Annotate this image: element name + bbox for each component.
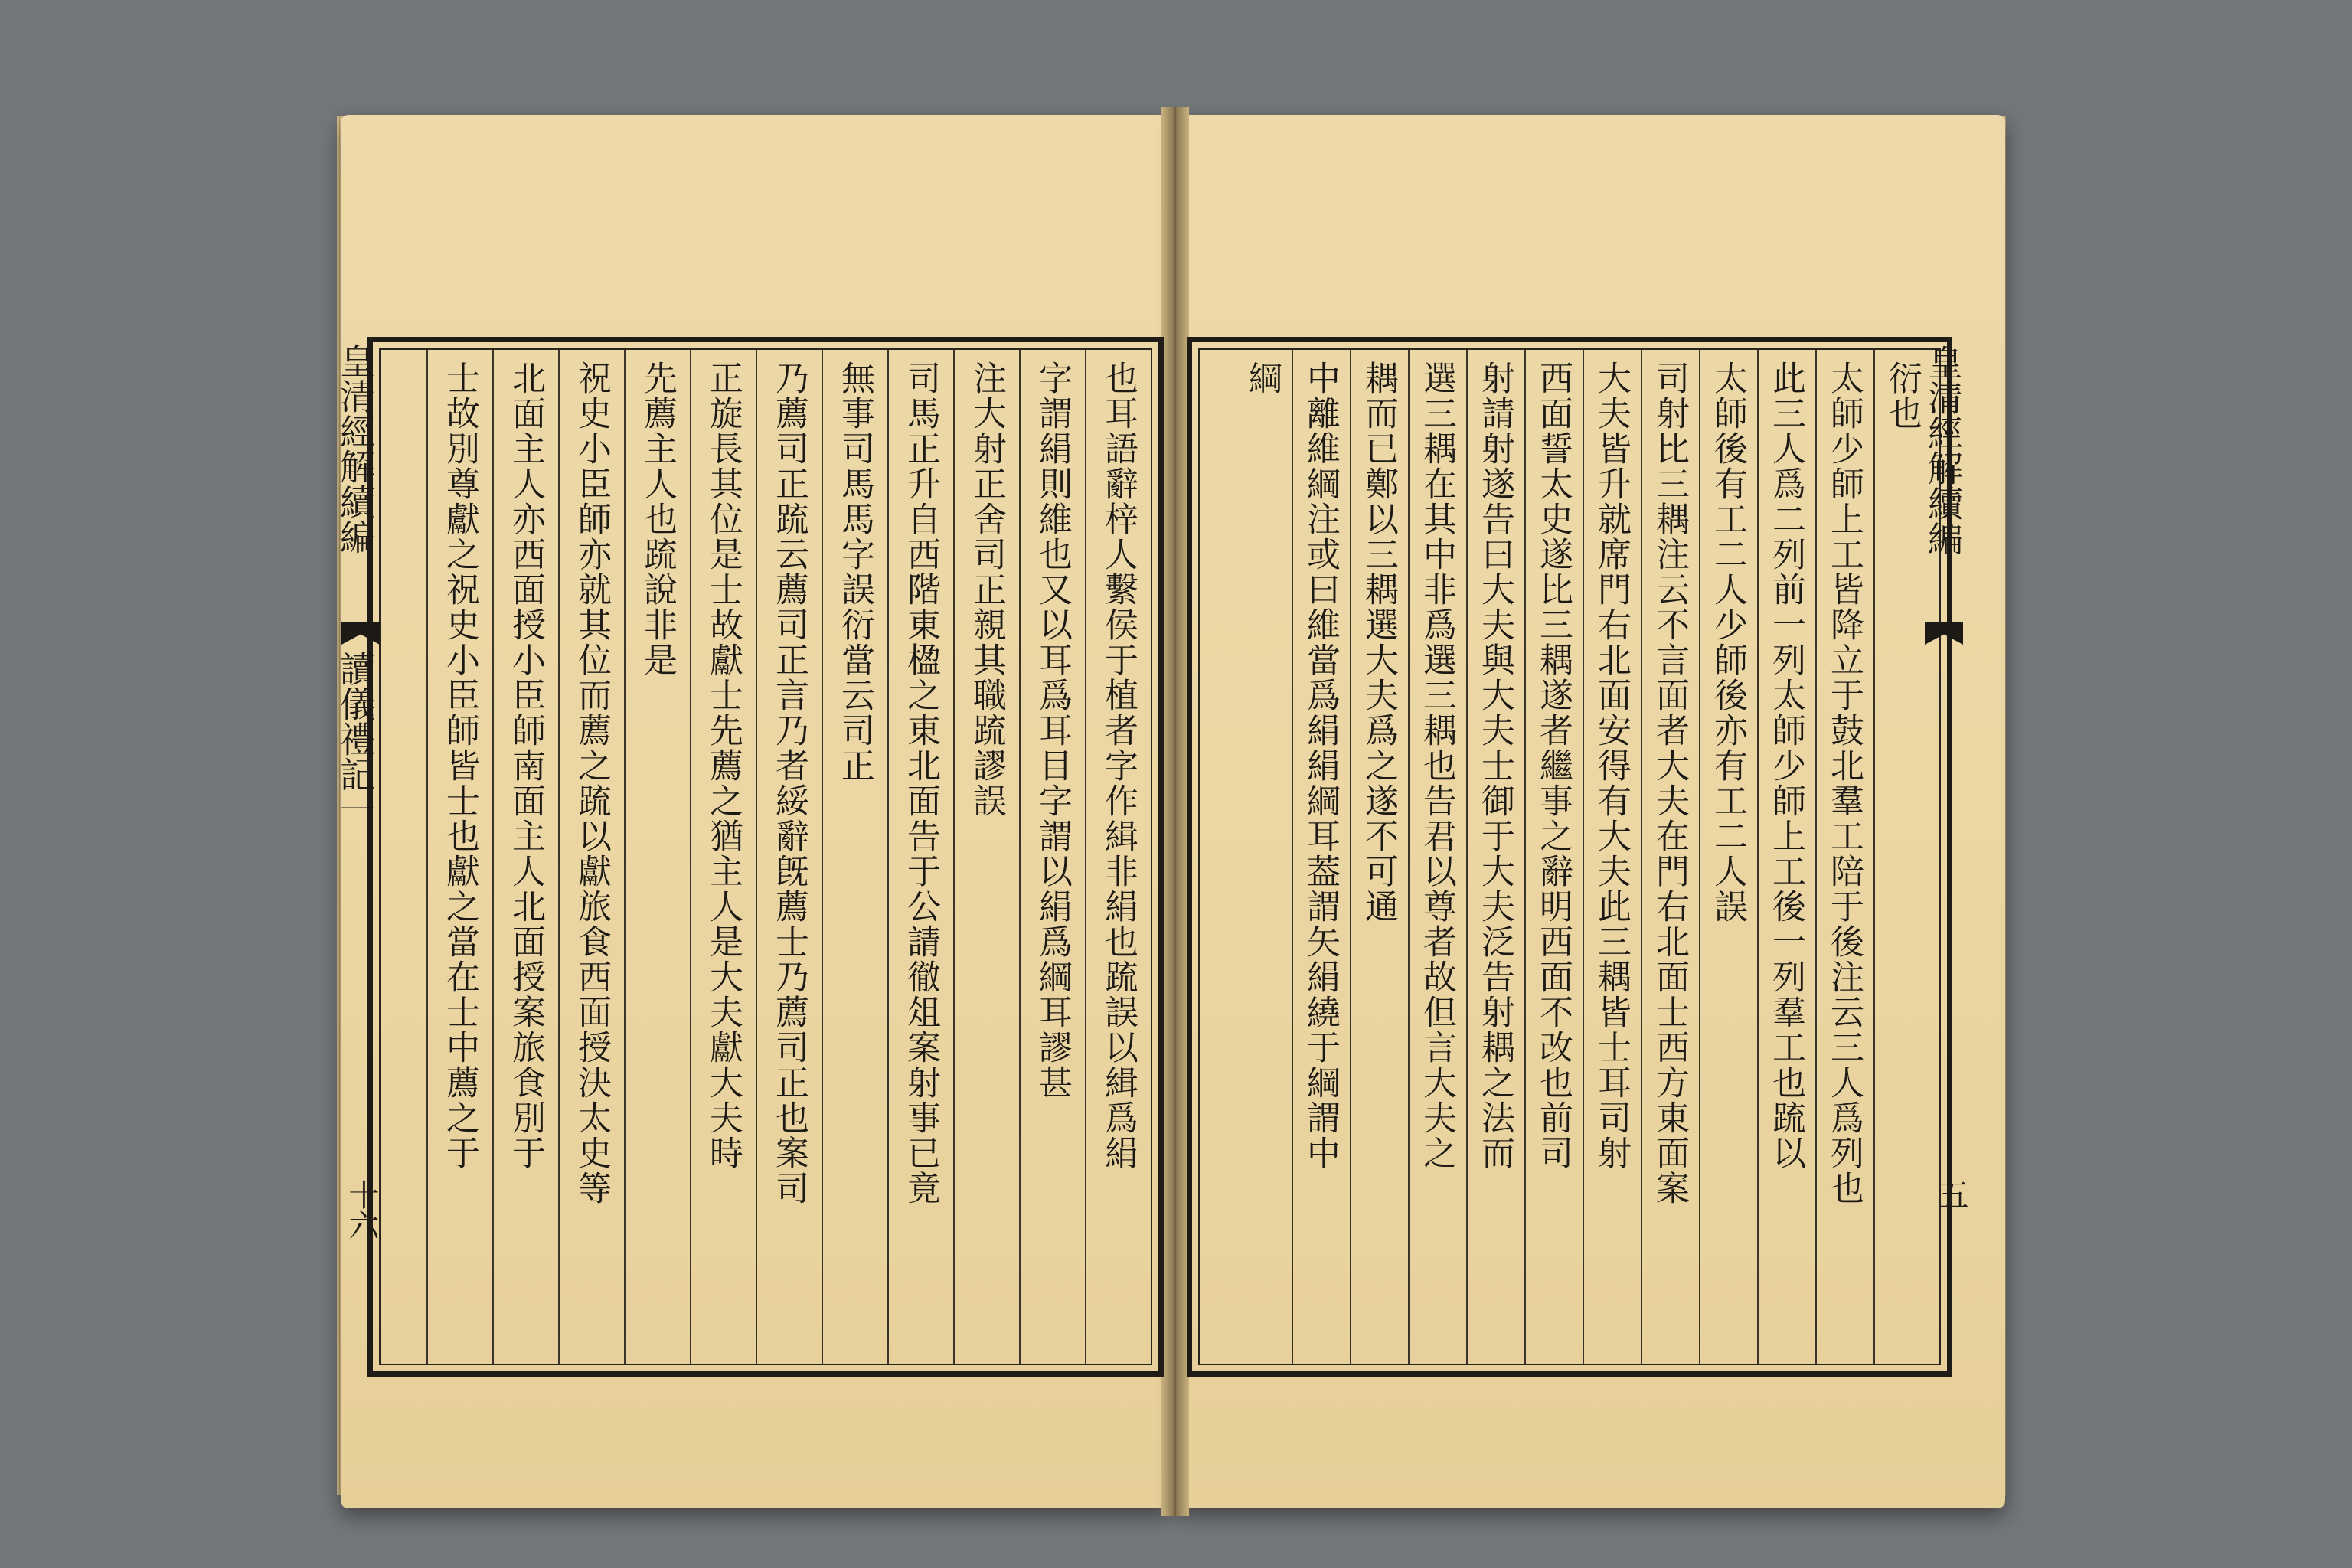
right-column-3: 此三人爲二列前一列太師少師上工後一列羣工也䟽以 (1766, 361, 1805, 1171)
column-rule (1873, 350, 1875, 1364)
right-text-frame (1187, 337, 1952, 1377)
right-column-8: 射請射遂告曰大夫與大夫士御于大夫泛告射耦之法而 (1475, 361, 1514, 1171)
column-rule (690, 350, 691, 1364)
right-column-11: 中離維綱注或曰維當爲絹絹綱耳葢謂矢絹繞于綱謂中 (1301, 361, 1340, 1171)
column-rule (1019, 350, 1021, 1364)
left-column-9: 祝史小臣師亦就其位而薦之䟽以獻旅食西面授決太史等 (572, 361, 611, 1206)
left-column-6: 乃薦司正䟽云薦司正言乃者綏辭旣薦士乃薦司正也案司 (769, 361, 808, 1206)
section-title: 讀儀禮記一 (335, 651, 376, 827)
column-rule (1815, 350, 1817, 1364)
left-inner-border (379, 348, 1152, 1365)
right-margin-title: 皇清經解續編 (1922, 345, 1964, 556)
column-rule (558, 350, 560, 1364)
right-column-7: 西面誓太史遂比三耦遂者繼事之辭明西面不改也前司 (1534, 361, 1573, 1171)
column-rule (1466, 350, 1468, 1364)
right-folio: 五 (1933, 1179, 1968, 1210)
left-column-10: 北面主人亦西面授小臣師南面主人北面授案旅食別于 (506, 361, 545, 1171)
column-rule (1524, 350, 1526, 1364)
column-rule (953, 350, 955, 1364)
column-rule (624, 350, 626, 1364)
left-column-3: 注大射正舍司正親其職䟽謬誤 (967, 361, 1006, 818)
column-rule (426, 350, 428, 1364)
right-column-12: 綱 (1243, 361, 1282, 396)
right-inner-border (1198, 348, 1941, 1365)
right-column-6: 大夫皆升就席門右北面安得有大夫此三耦皆士耳司射 (1592, 361, 1631, 1171)
left-column-7: 正旋長其位是士故獻士先薦之猶主人是大夫獻大夫時 (704, 361, 743, 1171)
left-text-frame (368, 337, 1164, 1377)
left-margin-title: 皇清經解續編 (335, 343, 376, 554)
left-column-11: 士故別尊獻之祝史小臣師皆士也獻之當在士中薦之于 (440, 361, 479, 1171)
left-folio: 十六 (344, 1179, 379, 1240)
right-column-5: 司射比三耦注云不言面者大夫在門右北面士西方東面案 (1650, 361, 1689, 1206)
column-rule (822, 350, 823, 1364)
column-rule (1757, 350, 1759, 1364)
right-column-10: 耦而已鄭以三耦選大夫爲之遂不可通 (1359, 361, 1398, 924)
column-rule (756, 350, 757, 1364)
book-gutter (1161, 107, 1189, 1516)
column-rule (1292, 350, 1293, 1364)
left-column-4: 司馬正升自西階東楹之東北面告于公請徹俎案射事已竟 (901, 361, 940, 1206)
column-rule (1583, 350, 1584, 1364)
right-column-9: 選三耦在其中非爲選三耦也告君以尊者故但言大夫之 (1417, 361, 1456, 1171)
column-rule (1408, 350, 1410, 1364)
column-rule (1085, 350, 1086, 1364)
column-rule (1350, 350, 1351, 1364)
right-column-4: 太師後有工二人少師後亦有工二人誤 (1708, 361, 1747, 924)
left-column-8: 先薦主人也䟽說非是 (638, 361, 677, 678)
right-column-2: 太師少師上工皆降立于鼓北羣工陪于後注云三人爲列也 (1824, 361, 1864, 1206)
right-column-1: 衍也 (1883, 361, 1922, 431)
column-rule (1641, 350, 1642, 1364)
left-column-5: 無事司馬馬字誤衍當云司正 (835, 361, 874, 783)
column-rule (492, 350, 494, 1364)
left-column-1: 也耳語辭梓人繫侯于植者字作緝非絹也䟽誤以緝爲絹 (1099, 361, 1138, 1171)
left-column-2: 字謂絹則維也又以耳爲耳目字謂以絹爲綱耳謬甚 (1033, 361, 1072, 1100)
column-rule (887, 350, 889, 1364)
column-rule (1699, 350, 1700, 1364)
